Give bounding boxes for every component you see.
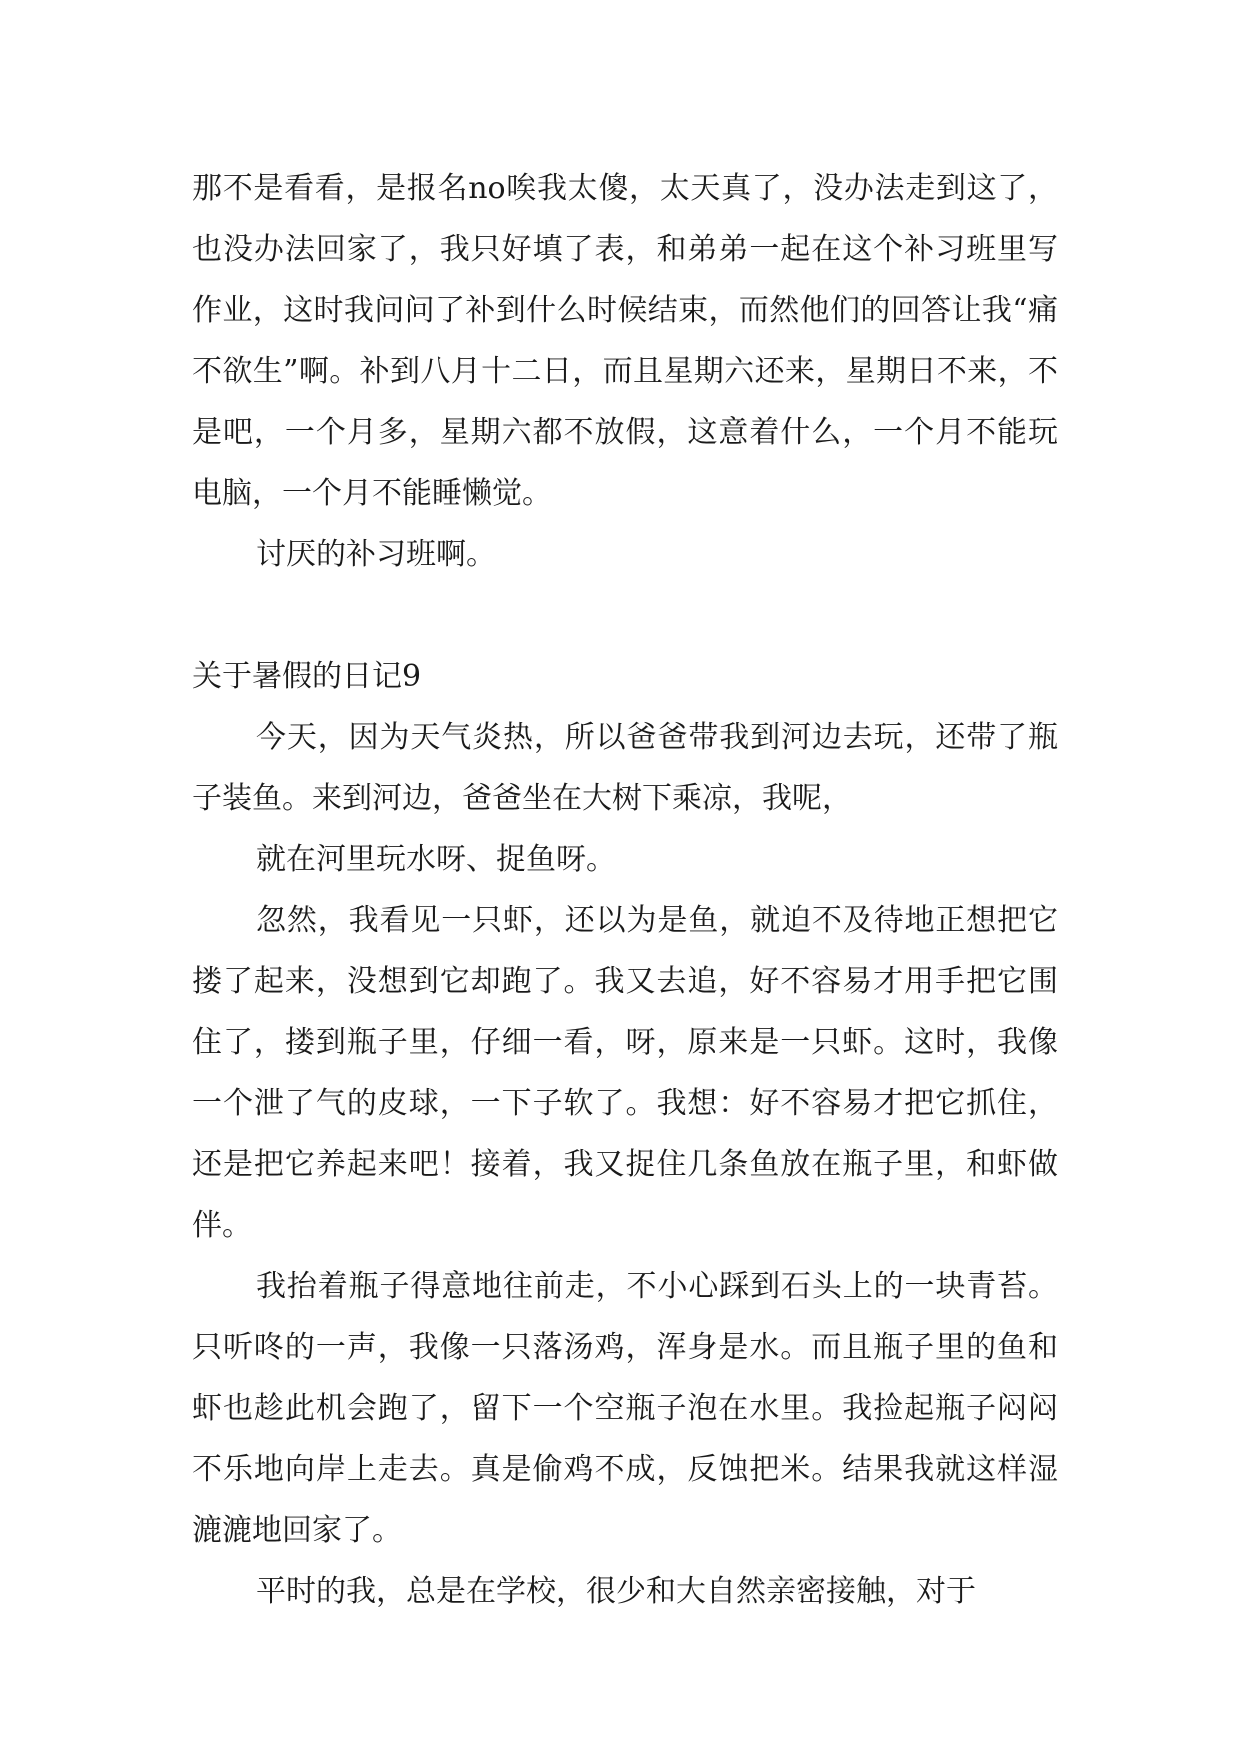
paragraph-continued: 那不是看看，是报名no唉我太傻，太天真了，没办法走到这了，也没办法回家了，我只好填了表，和弟弟一起在这个补习班里写作业，这时我问问了补到什么时候结束，而然他们的回答让我“痛不欲生”啊。补到八月十二日，而且星期六还来，星期日不来，不是吧，一个月多，星期六都不放假，这意着什么，一个月不能玩电脑，一个月不能睡懒觉。 — [192, 171, 1058, 511]
paragraph: 今天，因为天气炎热，所以爸爸带我到河边去玩，还带了瓶子装鱼。来到河边，爸爸坐在大树下乘凉，我呢， — [192, 720, 1058, 816]
paragraph: 平时的我，总是在学校，很少和大自然亲密接触，对于 — [256, 1574, 976, 1609]
section-heading: 关于暑假的日记9 — [192, 659, 422, 694]
document-body — [192, 158, 1058, 1622]
paragraph: 我抬着瓶子得意地往前走，不小心踩到石头上的一块青苔。只听咚的一声，我像一只落汤鸡，浑身是水。而且瓶子里的鱼和虾也趁此机会跑了，留下一个空瓶子泡在水里。我捡起瓶子闷闷不乐地向岸上走去。真是偷鸡不成，反蚀把米。结果我就这样湿漉漉地回家了。 — [192, 1269, 1058, 1548]
paragraph: 讨厌的补习班啊。 — [256, 537, 496, 572]
paragraph: 忽然，我看见一只虾，还以为是鱼，就迫不及待地正想把它搂了起来，没想到它却跑了。我又去追，好不容易才用手把它围住了，搂到瓶子里，仔细一看，呀，原来是一只虾。这时，我像一个泄了气的皮球，一下子软了。我想：好不容易才把它抓住，还是把它养起来吧！接着，我又捉住几条鱼放在瓶子里，和虾做伴。 — [192, 903, 1058, 1243]
blank-line — [192, 585, 1058, 646]
paragraph: 就在河里玩水呀、捉鱼呀。 — [256, 842, 616, 877]
